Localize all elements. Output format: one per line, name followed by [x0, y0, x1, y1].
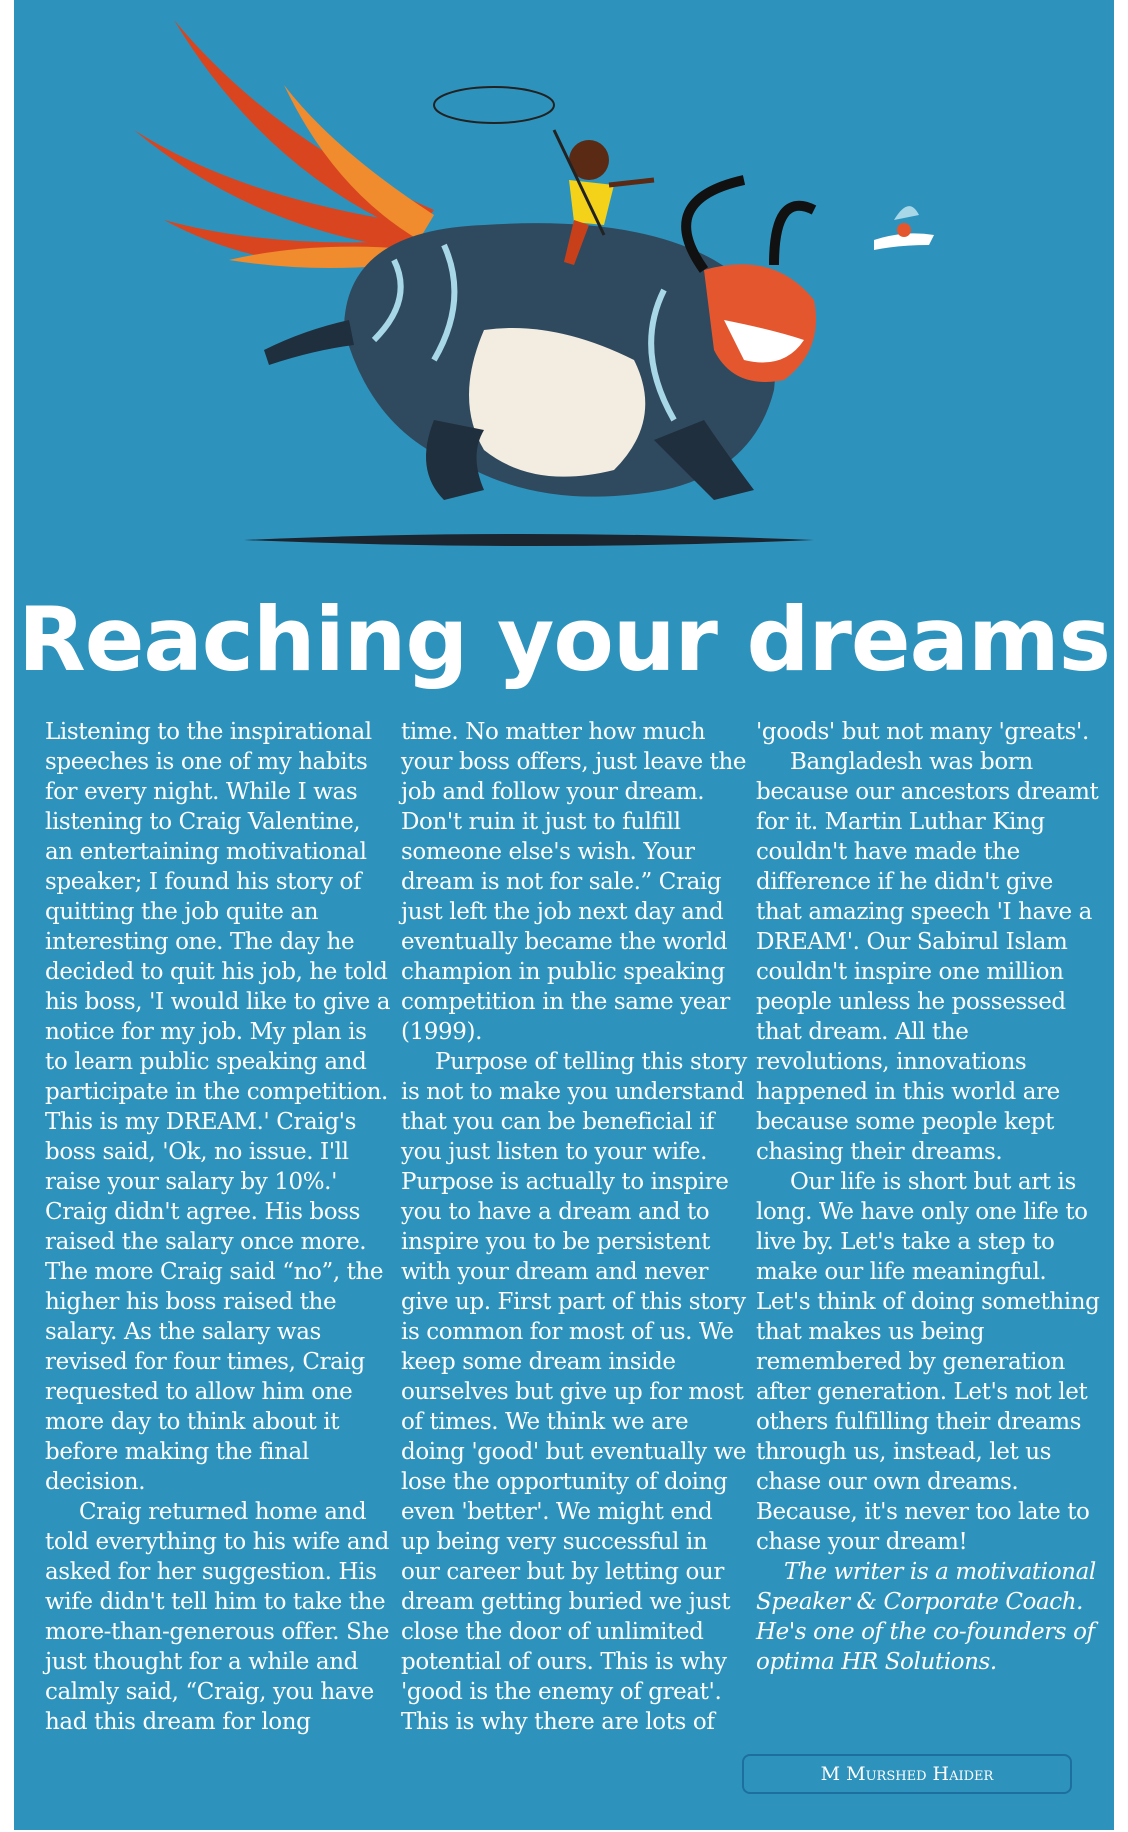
paragraph: Purpose of telling this story is not to make you understand that you can be beneficial if you just listen to your wife. Purpose is actually to inspire you to have a dream and to inspire you to be persistent with your dream and never give up. First part of this story is common for most of us. We keep some dream inside ourselves but give up for most of times. We think we are doing 'good' but eventually we lose the opportunity of doing even 'better'. We might end up being very successful in our career but by letting our dream getting buried we just close the door of unlimited potential of ours. This is why 'good is the enemy of great'. This is why there are lots of	[401, 1049, 747, 1735]
paragraph: Listening to the inspirational speeches is one of my habits for every night. While I was listening to Craig Valentine, an entertaining motivational speaker; I found his story of quitting the job quite an interesting one. The day he decided to quit his job, he told his boss, 'I would like to give a notice for my job. My plan is to learn public speaking and participate in the competition. This is my DREAM.' Craig's boss said, 'Ok, no issue. I'll raise your salary by 10%.' Craig didn't agree. His boss raised the salary once more. The more Craig said “no”, the higher his boss raised the salary. As the salary was revised for four times, Craig requested to allow him one more day to think about it before making the final decision.	[45, 719, 391, 1495]
dream-monster-illustration	[14, 0, 1114, 580]
article-panel	[14, 0, 1114, 1830]
paragraph: Bangladesh was born because our ancestors dreamt for it. Martin Luthar King couldn't have made the difference if he didn't give that amazing speech 'I have a DREAM'. Our Sabirul Islam couldn't inspire one million people unless he possessed that dream. All the revolutions, innovations happened in this world are because some people kept chasing their dreams.	[756, 749, 1099, 1165]
paragraph: time. No matter how much your boss offers, just leave the job and follow your dream. Don't ruin it just to fulfill someone else's wish. Your dream is not for sale.” Craig just left the job next day and eventually became the world champion in public speaking competition in the same year (1999).	[401, 719, 747, 1045]
headline: Reaching your dreams	[17, 588, 1111, 691]
paragraph: Craig returned home and told everything to his wife and asked for her suggestion. His wife didn't tell him to take the more-than-generous offer. She just thought for a while and calmly said, “Craig, you have had this dream for long	[45, 1499, 390, 1735]
paragraph: Our life is short but art is long. We have only one life to live by. Let's take a step to make our life meaningful. Let's think of doing something that makes us being remembered by generation after generation. Let's not let others fulfilling their dreams through us, instead, let us chase our own dreams. Because, it's never too late to chase your dream!	[756, 1169, 1100, 1555]
paragraph: 'goods' but not many 'greats'.	[756, 719, 1089, 745]
article-column-2	[401, 717, 747, 1737]
author-byline: M Murshed Haider	[742, 1754, 1072, 1794]
article-column-1	[45, 717, 391, 1737]
author-note: The writer is a motivational Speaker & Corporate Coach. He's one of the co-founders of optima HR Solutions.	[756, 1559, 1096, 1675]
article-column-3	[756, 717, 1102, 1677]
